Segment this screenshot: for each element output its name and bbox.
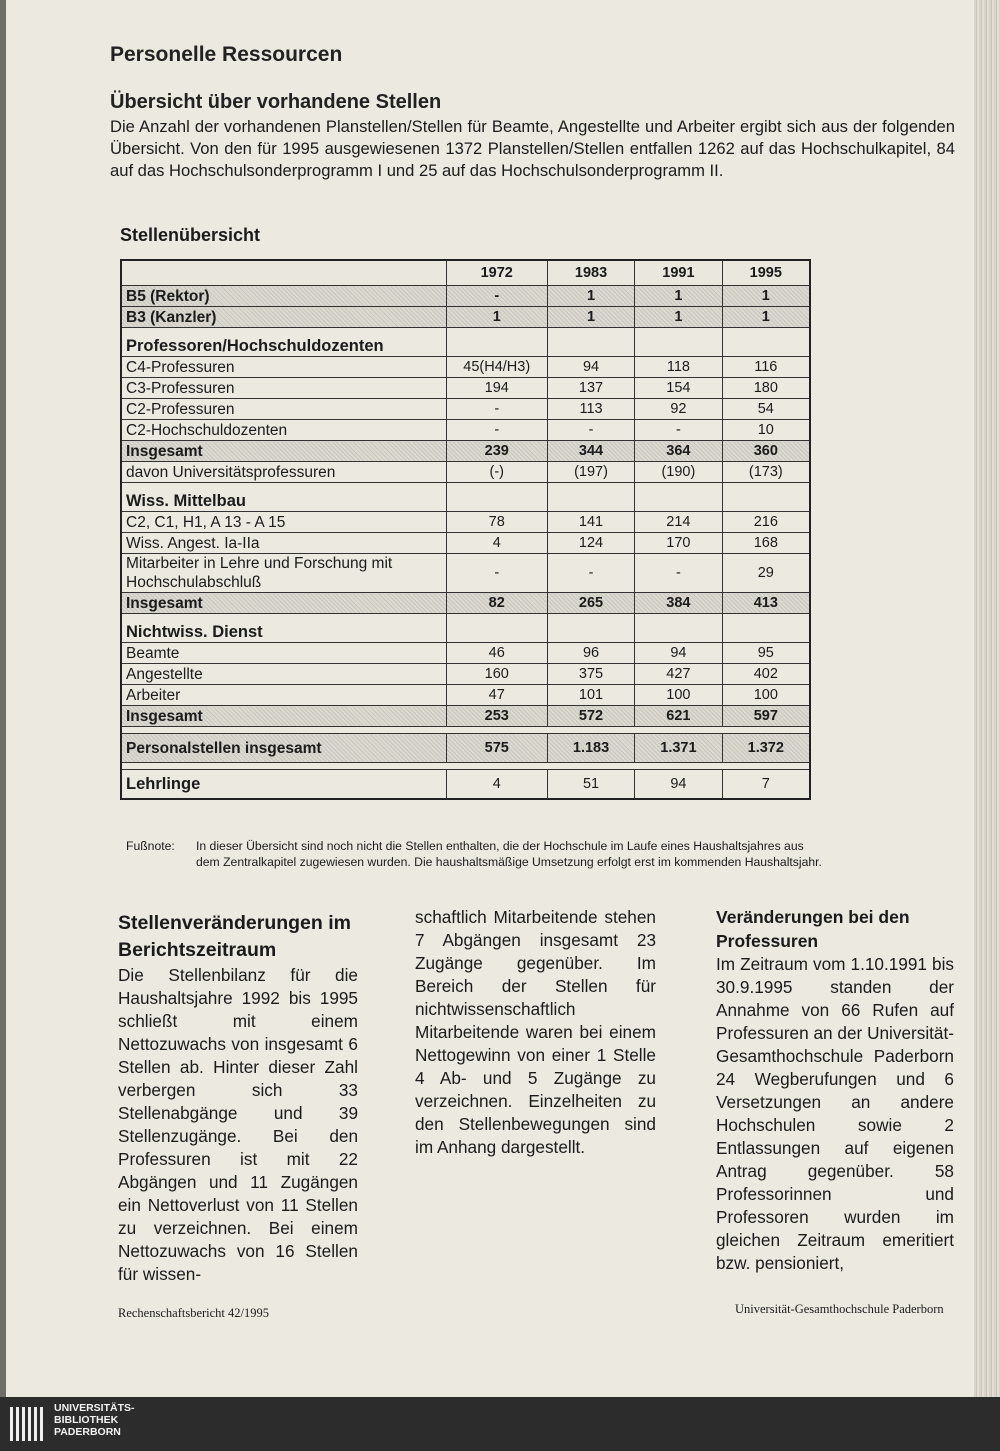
table-row: Lehrlinge 4 51 94 7 (121, 770, 810, 800)
column-text: Die Stellenbilanz für die Haushaltsjahre 1992 bis 1995 schließt mit einem Nettozuwachs von insgesamt 6 Stellen ab. Hinter dieser Zahl verbergen sich 33 Stellenabgänge und 39 Stellenzugänge. Bei den Professuren ist mit 22 Abgängen und 11 Zugängen ein Nettoverlust von 11 Stellen zu verzeichnen. Bei einem Nettozuwachs von 16 Stellen für wissen- (118, 965, 358, 1284)
row-label: C4-Professuren (121, 357, 446, 378)
stellen-table (120, 259, 811, 800)
subtotal-row: Insgesamt 239 344 364 360 (121, 441, 810, 462)
library-name: UNIVERSITÄTS- BIBLIOTHEK PADERBORN (54, 1402, 135, 1438)
table-row: B3 (Kanzler) 1 1 1 1 (121, 307, 810, 328)
row-label: C2-Professuren (121, 399, 446, 420)
table-title: Stellenübersicht (120, 225, 261, 245)
column-right (716, 905, 954, 1275)
row-label: Insgesamt (121, 706, 446, 727)
column-text: schaftlich Mitarbeitende stehen 7 Abgängen insgesamt 23 Zugänge gegenüber. Im Bereich der Stellen für nichtwissenschaftlich Mitarbeitende waren bei einem Nettogewinn von einer 1 Stelle 4 Ab- und 5 Zugänge zu verzeichnen. Einzelheiten zu den Stellenbewegungen sind im Anhang dargestellt. (415, 907, 656, 1157)
row-label: Wiss. Angest. Ia-IIa (121, 533, 446, 554)
row-label: Angestellte (121, 664, 446, 685)
table-row: davon Universitätsprofessuren (-) (197) (190) (173) (121, 462, 810, 483)
section-row (121, 483, 810, 512)
section-label: Nichtwiss. Dienst (121, 614, 446, 643)
table-header-row (121, 260, 810, 286)
table-row: Arbeiter 47 101 100 100 (121, 685, 810, 706)
section-row (121, 328, 810, 357)
row-label: Mitarbeiter in Lehre und Forschung mit Hochschulabschluß (121, 554, 446, 593)
column-heading: Veränderungen bei den Professuren (716, 907, 910, 951)
section-label: Wiss. Mittelbau (121, 483, 446, 512)
table-row: C3-Professuren 194 137 154 180 (121, 378, 810, 399)
row-label: Insgesamt (121, 593, 446, 614)
table-row: C2-Professuren - 113 92 54 (121, 399, 810, 420)
table-row: Angestellte 160 375 427 402 (121, 664, 810, 685)
row-label: Lehrlinge (121, 770, 446, 800)
row-label: davon Universitätsprofessuren (121, 462, 446, 483)
section-row (121, 614, 810, 643)
column-heading: Stellenveränderungen im Berichtszeitraum (118, 912, 351, 961)
row-label: Arbeiter (121, 685, 446, 706)
year-header: 1972 (446, 260, 547, 286)
row-label: Insgesamt (121, 441, 446, 462)
row-label: C3-Professuren (121, 378, 446, 399)
intro-paragraph: Die Anzahl der vorhandenen Planstellen/Stellen für Beamte, Angestellte und Arbeiter ergibt sich aus der folgenden Übersicht. Von den für 1995 ausgewiesenen 1372 Planstellen/Stellen entfallen 1262 auf das Hochschulkapitel, 84 auf das Hochschulsonderprogramm I und 25 auf das Hochschulsonderprogramm II. (110, 117, 955, 180)
footer-university: Universität-Gesamthochschule Paderborn (735, 1302, 944, 1316)
year-header: 1983 (547, 260, 634, 286)
subsection-heading: Übersicht über vorhandene Stellen (110, 91, 442, 113)
column-left (118, 910, 358, 1286)
table-row: C2-Hochschuldozenten - - - 10 (121, 420, 810, 441)
total-row: Personalstellen insgesamt 575 1.183 1.371 1.372 (121, 734, 810, 763)
footer-report-title: Rechenschaftsbericht 42/1995 (118, 1306, 269, 1320)
column-middle (415, 906, 656, 1159)
section-heading: Personelle Ressourcen (110, 43, 343, 66)
year-header: 1991 (635, 260, 722, 286)
library-banner (0, 1397, 1000, 1451)
subtotal-row: Insgesamt 82 265 384 413 (121, 593, 810, 614)
table-row: C4-Professuren 45(H4/H3) 94 118 116 (121, 357, 810, 378)
section-label: Professoren/Hochschuldozenten (121, 328, 446, 357)
row-label: B3 (Kanzler) (121, 307, 446, 328)
table-row: Wiss. Angest. Ia-IIa 4 124 170 168 (121, 533, 810, 554)
table-footnote (126, 838, 826, 870)
table-row: B5 (Rektor) - 1 1 1 (121, 286, 810, 307)
table-row: Mitarbeiter in Lehre und Forschung mit Hochschulabschluß - - - 29 (121, 554, 810, 593)
footnote-text: In dieser Übersicht sind noch nicht die Stellen enthalten, die der Hochschule im Laufe eines Haushaltsjahres aus dem Zentralkapitel zugewiesen wurden. Die haushaltsmäßige Umsetzung erfolgt erst im kommenden Haushaltsjahr. (196, 839, 822, 869)
column-text: Im Zeitraum vom 1.10.1991 bis 30.9.1995 standen der Annahme von 66 Rufen auf Professuren an der Universität-Gesamthochschule Paderborn 24 Wegberufungen und 6 Versetzungen an andere Hochschulen sowie 2 Entlassungen auf eigenen Antrag gegenüber. 58 Professorinnen und Professoren wurden im gleichen Zeitraum emeritiert bzw. pensioniert, (716, 954, 954, 1273)
footnote-label: Fußnote: (126, 839, 175, 853)
table-row: C2, C1, H1, A 13 - A 15 78 141 214 216 (121, 512, 810, 533)
row-label: Personalstellen insgesamt (121, 734, 446, 763)
subtotal-row: Insgesamt 253 572 621 597 (121, 706, 810, 727)
row-label: B5 (Rektor) (121, 286, 446, 307)
page-edges (974, 0, 1000, 1397)
table-row: Beamte 46 96 94 95 (121, 643, 810, 664)
row-label: Beamte (121, 643, 446, 664)
row-label: C2, C1, H1, A 13 - A 15 (121, 512, 446, 533)
row-label: C2-Hochschuldozenten (121, 420, 446, 441)
year-header: 1995 (722, 260, 810, 286)
library-logo-icon (8, 1403, 48, 1445)
